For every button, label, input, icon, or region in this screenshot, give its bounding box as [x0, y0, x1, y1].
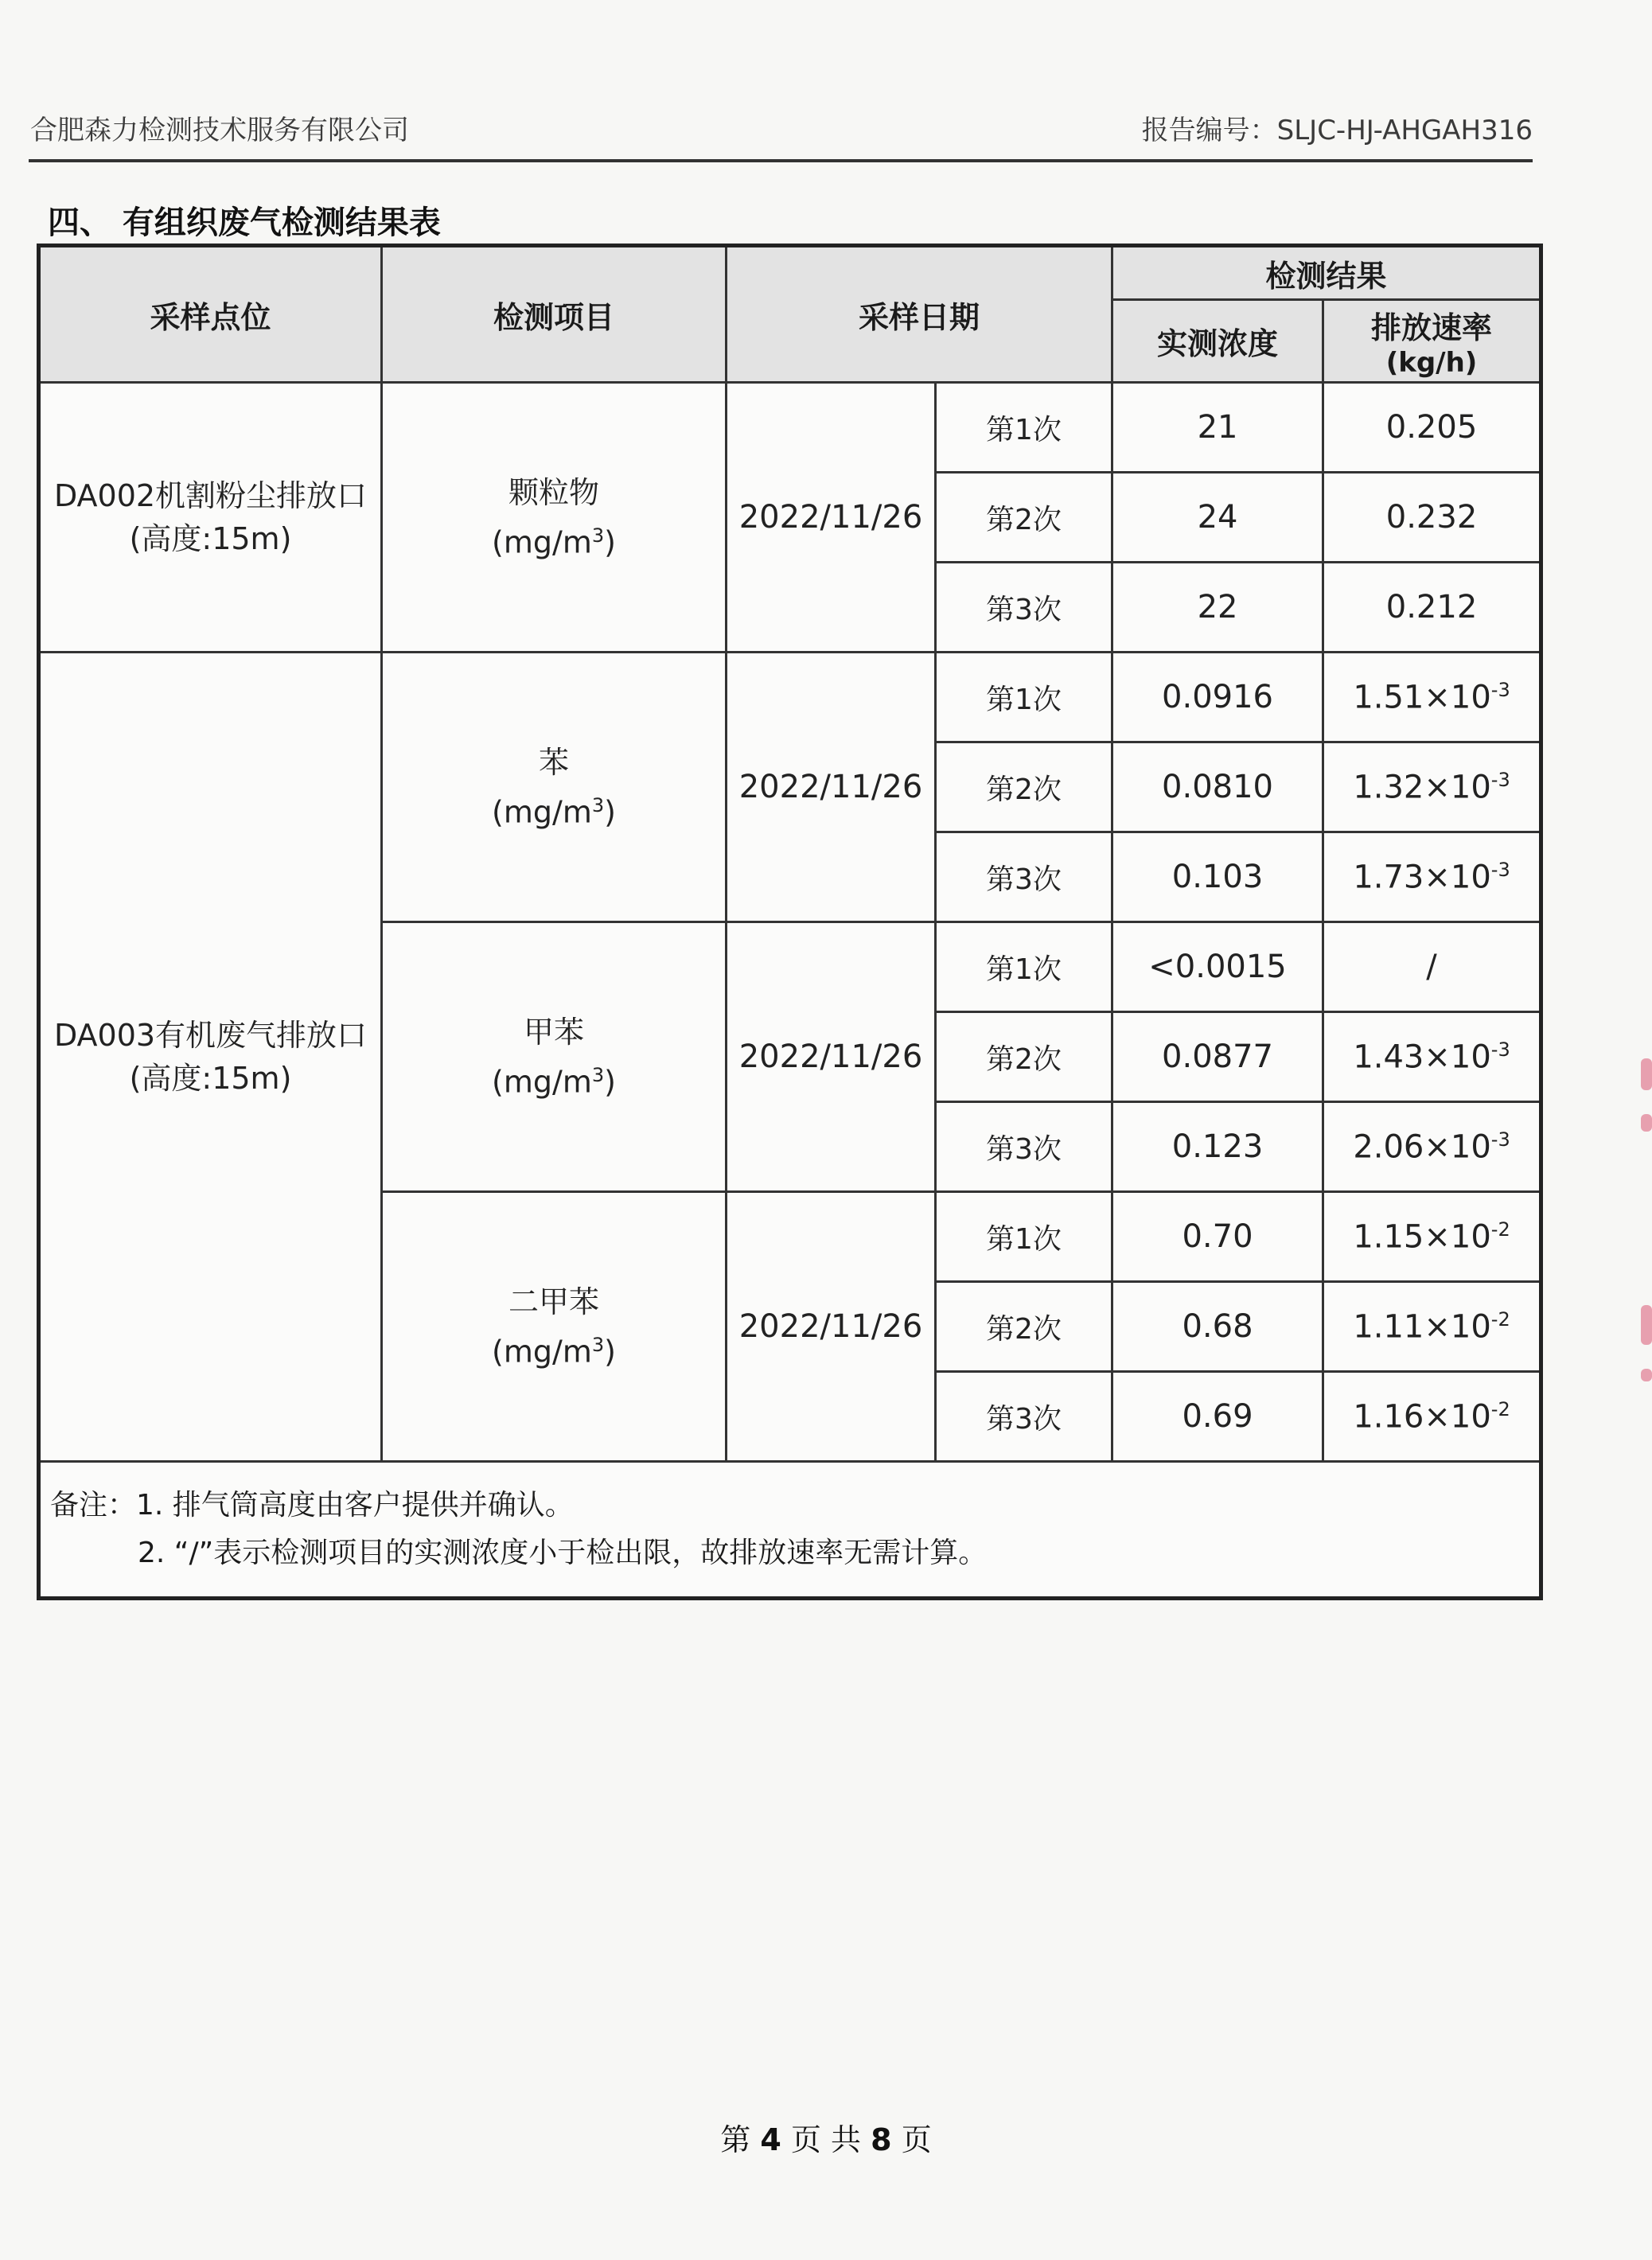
round-label: 第3次 [936, 1372, 1112, 1462]
test-item-name: 甲苯 [523, 1014, 584, 1050]
note-1: 备注：1. 排气筒高度由客户提供并确认。 [50, 1489, 574, 1522]
page-total: 8 [871, 2122, 892, 2157]
notes-cell [39, 1462, 1541, 1599]
emission-rate: $1.43\times 10^{-3}$ [1323, 1012, 1541, 1102]
test-item-cell [382, 383, 727, 653]
emission-rate: $1.73\times 10^{-3}$ [1323, 832, 1541, 922]
round-label: 第1次 [936, 383, 1112, 473]
emission-rate: 0.232 [1323, 473, 1541, 563]
stamp-edge-mark [1641, 1058, 1652, 1090]
results-table [37, 244, 1543, 1600]
test-item-name: 颗粒物 [508, 474, 599, 510]
company-name: 合肥森力检测技术服务有限公司 [30, 115, 409, 146]
table-row [39, 383, 1541, 473]
emission-rate: 0.205 [1323, 383, 1541, 473]
sampling-point-cell [39, 383, 382, 653]
emission-rate: $1.11\times 10^{-2}$ [1323, 1282, 1541, 1372]
round-label: 第3次 [936, 832, 1112, 922]
round-label: 第2次 [936, 1012, 1112, 1102]
sampling-point-height: (高度:15m) [129, 521, 292, 556]
sampling-date: 2022/11/26 [727, 383, 936, 653]
sampling-point-height: (高度:15m) [129, 1061, 292, 1096]
emission-rate: $1.51\times 10^{-3}$ [1323, 653, 1541, 742]
emission-rate: $2.06\times 10^{-3}$ [1323, 1102, 1541, 1192]
test-item-unit: $(mg/m^3)$ [492, 793, 616, 830]
test-item-name: 苯 [538, 744, 569, 780]
section-title: 四、 有组织废气检测结果表 [48, 205, 441, 241]
emission-rate: / [1323, 922, 1541, 1012]
test-item-cell [382, 653, 727, 922]
round-label: 第3次 [936, 1102, 1112, 1192]
header-sampling-point: 采样点位 [39, 246, 382, 383]
round-label: 第1次 [936, 922, 1112, 1012]
stamp-edge-mark [1641, 1305, 1652, 1345]
measured-concentration: 0.0916 [1112, 653, 1323, 742]
stamp-edge-mark [1641, 1369, 1652, 1381]
emission-rate: $1.32\times 10^{-3}$ [1323, 742, 1541, 832]
header-results: 检测结果 [1112, 246, 1541, 300]
measured-concentration: 0.0877 [1112, 1012, 1323, 1102]
notes-label: 备注： [50, 1489, 137, 1522]
sampling-point-name: DA002机割粉尘排放口 [53, 478, 368, 513]
measured-concentration: 0.70 [1112, 1192, 1323, 1282]
test-item-unit: $(mg/m^3)$ [492, 524, 616, 560]
test-item-unit: $(mg/m^3)$ [492, 1333, 616, 1370]
measured-concentration: 22 [1112, 563, 1323, 653]
round-label: 第2次 [936, 473, 1112, 563]
header-emission-rate [1323, 300, 1541, 383]
round-label: 第3次 [936, 563, 1112, 653]
notes-row [39, 1462, 1541, 1599]
measured-concentration: 0.103 [1112, 832, 1323, 922]
page-current: 4 [760, 2122, 781, 2157]
sampling-point-name: DA003有机废气排放口 [53, 1018, 368, 1053]
measured-concentration: <0.0015 [1112, 922, 1323, 1012]
measured-concentration: 24 [1112, 473, 1323, 563]
emission-rate: 0.212 [1323, 563, 1541, 653]
header-emission-rate-unit: (kg/h) [1385, 347, 1478, 379]
header-test-item: 检测项目 [382, 246, 727, 383]
header-emission-rate-label: 排放速率 [1371, 310, 1493, 345]
sampling-date: 2022/11/26 [727, 1192, 936, 1462]
round-label: 第1次 [936, 653, 1112, 742]
report-number: 报告编号：SLJC-HJ-AHGAH316 [1141, 115, 1533, 146]
test-item-unit: $(mg/m^3)$ [492, 1063, 616, 1100]
note-2: 2. “/”表示检测项目的实测浓度小于检出限，故排放速率无需计算。 [138, 1537, 988, 1569]
sampling-point-cell [39, 653, 382, 1462]
measured-concentration: 21 [1112, 383, 1323, 473]
header-divider [29, 159, 1533, 162]
round-label: 第2次 [936, 742, 1112, 832]
header-measured-concentration: 实测浓度 [1112, 300, 1323, 383]
sampling-date: 2022/11/26 [727, 922, 936, 1192]
round-label: 第1次 [936, 1192, 1112, 1282]
emission-rate: $1.15\times 10^{-2}$ [1323, 1192, 1541, 1282]
round-label: 第2次 [936, 1282, 1112, 1372]
test-item-cell [382, 1192, 727, 1462]
measured-concentration: 0.68 [1112, 1282, 1323, 1372]
measured-concentration: 0.123 [1112, 1102, 1323, 1192]
table-row [39, 653, 1541, 742]
sampling-date: 2022/11/26 [727, 653, 936, 922]
header-sampling-date: 采样日期 [727, 246, 1112, 383]
test-item-name: 二甲苯 [508, 1284, 599, 1319]
stamp-edge-mark [1641, 1114, 1652, 1132]
measured-concentration: 0.69 [1112, 1372, 1323, 1462]
emission-rate: $1.16\times 10^{-2}$ [1323, 1372, 1541, 1462]
measured-concentration: 0.0810 [1112, 742, 1323, 832]
page-footer: 第 4 页 共 8 页 [720, 2122, 932, 2157]
table-header-row [39, 246, 1541, 300]
test-item-cell [382, 922, 727, 1192]
